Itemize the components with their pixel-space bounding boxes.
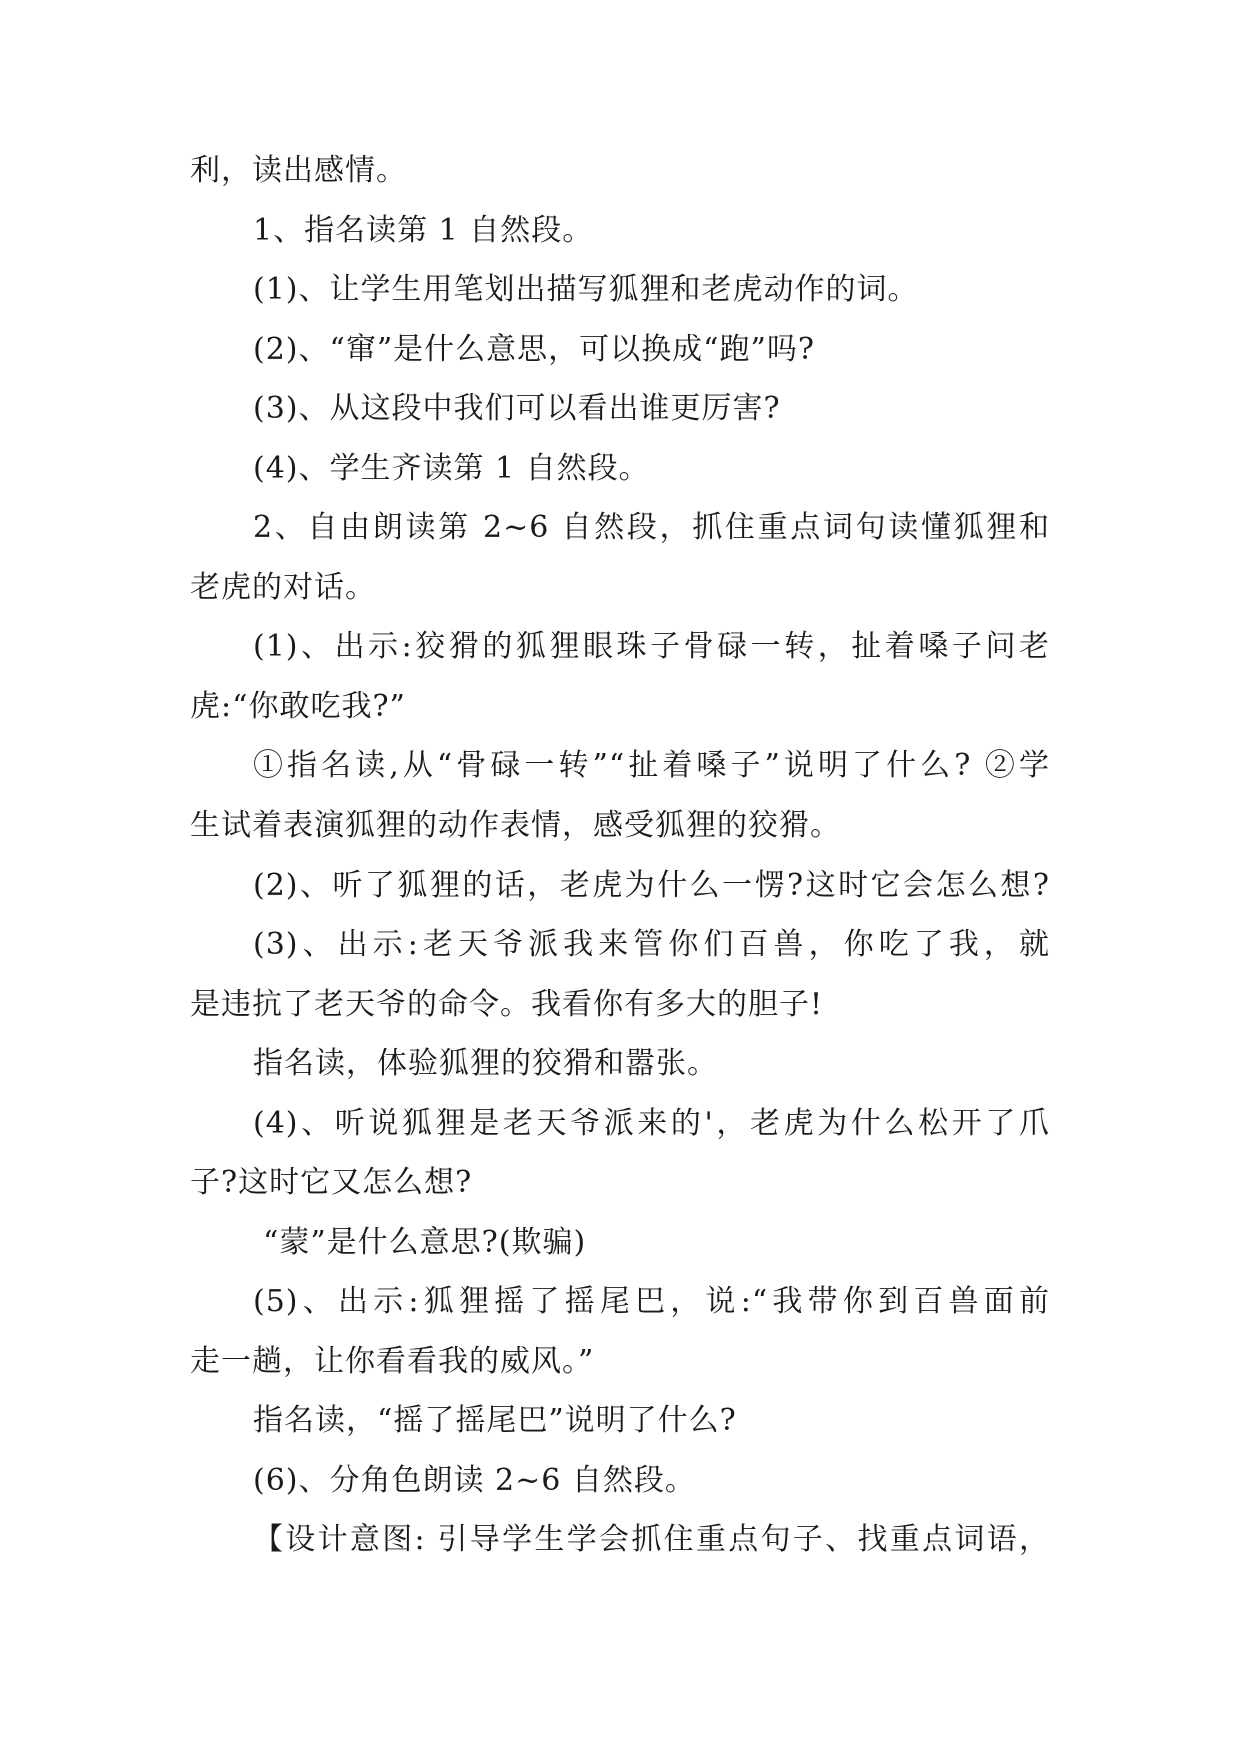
- text-line-6: (4)、学生齐读第 1 自然段。: [253, 451, 650, 486]
- text-line-23: (6)、分角色朗读 2~6 自然段。: [253, 1463, 696, 1498]
- text-line-10: 虎:“你敢吃我?”: [190, 689, 406, 724]
- text-line-11: ①指名读,从“骨碌一转”“扯着嗓子”说明了什么? ②学: [253, 748, 1050, 783]
- text-line-15: 是违抗了老天爷的命令。我看你有多大的胆子!: [190, 987, 824, 1022]
- text-line-7: 2、自由朗读第 2~6 自然段，抓住重点词句读懂狐狸和: [253, 510, 1050, 545]
- text-line-1: 利，读出感情。: [190, 153, 407, 188]
- text-line-24: 【设计意图: 引导学生学会抓住重点句子、找重点词语，: [253, 1522, 1050, 1557]
- text-line-4: (2)、“窜”是什么意思，可以换成“跑”吗?: [253, 332, 815, 367]
- text-line-9: (1)、出示:狡猾的狐狸眼珠子骨碌一转，扯着嗓子问老: [253, 629, 1050, 664]
- text-line-3: (1)、让学生用笔划出描写狐狸和老虎动作的词。: [253, 272, 919, 307]
- text-line-13: (2)、听了狐狸的话，老虎为什么一愣?这时它会怎么想?: [253, 868, 1050, 903]
- text-line-2: 1、指名读第 1 自然段。: [253, 213, 594, 248]
- text-line-17: (4)、听说狐狸是老天爷派来的'，老虎为什么松开了爪: [253, 1106, 1050, 1141]
- text-line-14: (3)、出示:老天爷派我来管你们百兽，你吃了我，就: [253, 927, 1050, 962]
- text-line-21: 走一趟，让你看看我的威风。”: [190, 1344, 595, 1379]
- text-line-8: 老虎的对话。: [190, 570, 376, 605]
- text-line-19: “蒙”是什么意思?(欺骗): [263, 1225, 587, 1260]
- text-line-18: 子?这时它又怎么想?: [190, 1165, 473, 1200]
- text-line-5: (3)、从这段中我们可以看出谁更厉害?: [253, 391, 781, 426]
- text-line-22: 指名读，“摇了摇尾巴”说明了什么?: [253, 1403, 737, 1438]
- text-line-16: 指名读，体验狐狸的狡猾和嚣张。: [253, 1046, 718, 1081]
- text-line-12: 生试着表演狐狸的动作表情，感受狐狸的狡猾。: [190, 808, 841, 843]
- text-line-20: (5)、出示:狐狸摇了摇尾巴，说:“我带你到百兽面前: [253, 1284, 1050, 1319]
